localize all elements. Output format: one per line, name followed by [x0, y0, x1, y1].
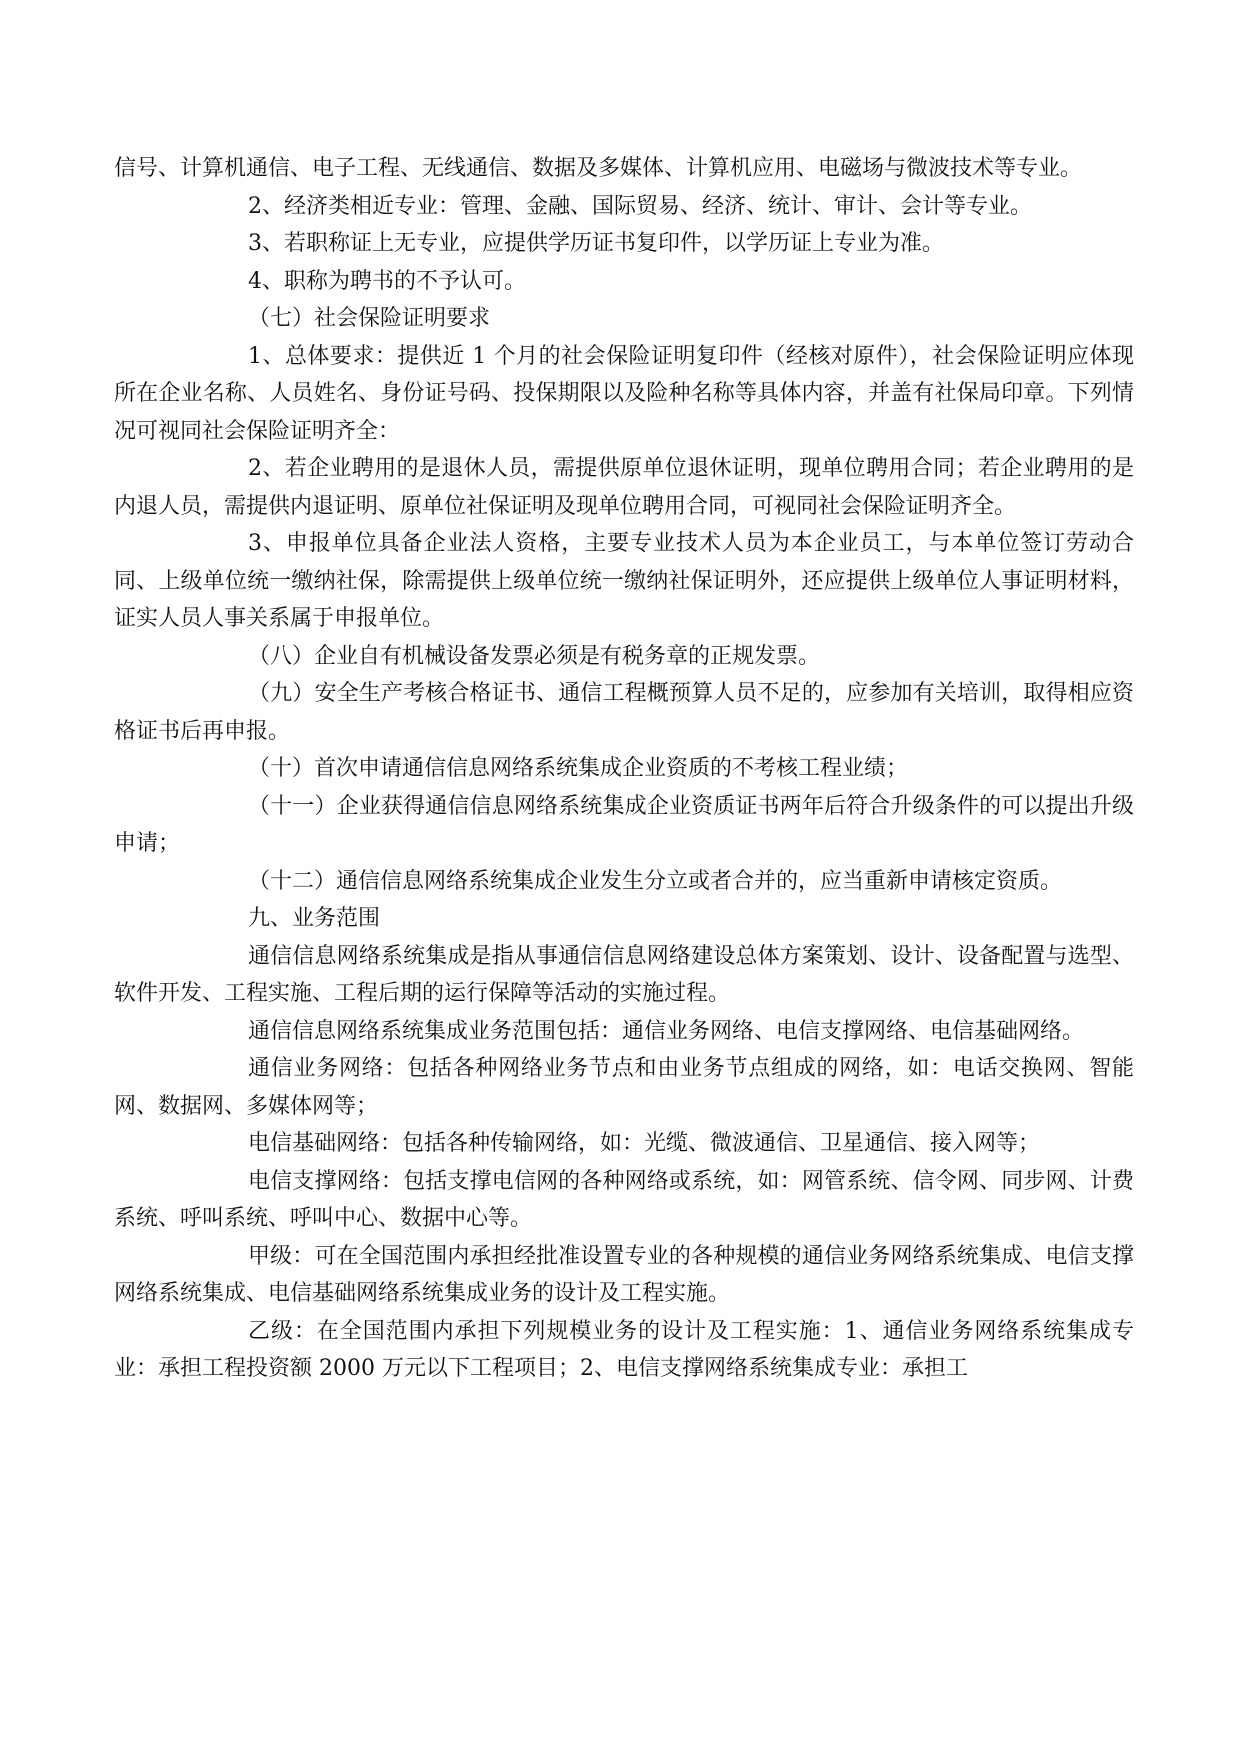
paragraph: 通信信息网络系统集成是指从事通信信息网络建设总体方案策划、设计、设备配置与选型、软件开发、工程实施、工程后期的运行保障等活动的实施过程。 — [114, 943, 1134, 1006]
paragraph: 电信基础网络：包括各种传输网络，如：光缆、微波通信、卫星通信、接入网等； — [248, 1131, 1041, 1156]
paragraph: （八）企业自有机械设备发票必须是有税务章的正规发票。 — [248, 643, 821, 669]
document-body — [114, 150, 1134, 1388]
paragraph: 通信信息网络系统集成业务范围包括：通信业务网络、电信支撑网络、电信基础网络。 — [248, 1018, 1085, 1044]
paragraph: 甲级：可在全国范围内承担经批准设置专业的各种规模的通信业务网络系统集成、电信支撑网络系统集成、电信基础网络系统集成业务的设计及工程实施。 — [114, 1243, 1134, 1306]
paragraph: （十二）通信信息网络系统集成企业发生分立或者合并的，应当重新申请核定资质。 — [248, 868, 1063, 894]
paragraph: （九）安全生产考核合格证书、通信工程概预算人员不足的，应参加有关培训，取得相应资格证书后再申报。 — [114, 681, 1134, 744]
paragraph: 2、经济类相近专业：管理、金融、国际贸易、经济、统计、审计、会计等专业。 — [248, 193, 1032, 219]
paragraph: 2、若企业聘用的是退休人员，需提供原单位退休证明，现单位聘用合同；若企业聘用的是内退人员，需提供内退证明、原单位社保证明及现单位聘用合同，可视同社会保险证明齐全。 — [114, 456, 1134, 519]
paragraph: 4、职称为聘书的不予认可。 — [248, 268, 526, 294]
paragraph: （十一）企业获得通信信息网络系统集成企业资质证书两年后符合升级条件的可以提出升级申请； — [114, 793, 1134, 856]
paragraph: 乙级：在全国范围内承担下列规模业务的设计及工程实施：1、通信业务网络系统集成专业：承担工程投资额 2000 万元以下工程项目；2、电信支撑网络系统集成专业：承担工 — [114, 1318, 1134, 1381]
paragraph: 3、若职称证上无专业，应提供学历证书复印件，以学历证上专业为准。 — [248, 231, 944, 256]
section-heading: （七）社会保险证明要求 — [248, 306, 491, 331]
paragraph: 信号、计算机通信、电子工程、无线通信、数据及多媒体、计算机应用、电磁场与微波技术等专业。 — [114, 156, 1083, 181]
section-heading: 九、业务范围 — [248, 906, 381, 931]
paragraph: 通信业务网络：包括各种网络业务节点和由业务节点组成的网络，如：电话交换网、智能网、数据网、多媒体网等； — [114, 1056, 1134, 1119]
paragraph: 1、总体要求：提供近 1 个月的社会保险证明复印件（经核对原件），社会保险证明应体现所在企业名称、人员姓名、身份证号码、投保期限以及险种名称等具体内容，并盖有社保局印章。下列情况可视同社会保险证明齐全： — [114, 343, 1134, 444]
paragraph: 电信支撑网络：包括支撑电信网的各种网络或系统，如：网管系统、信令网、同步网、计费系统、呼叫系统、呼叫中心、数据中心等。 — [114, 1168, 1134, 1231]
paragraph: （十）首次申请通信信息网络系统集成企业资质的不考核工程业绩； — [248, 756, 909, 781]
paragraph: 3、申报单位具备企业法人资格，主要专业技术人员为本企业员工，与本单位签订劳动合同、上级单位统一缴纳社保，除需提供上级单位统一缴纳社保证明外，还应提供上级单位人事证明材料，证实人员人事关系属于申报单位。 — [114, 531, 1134, 631]
